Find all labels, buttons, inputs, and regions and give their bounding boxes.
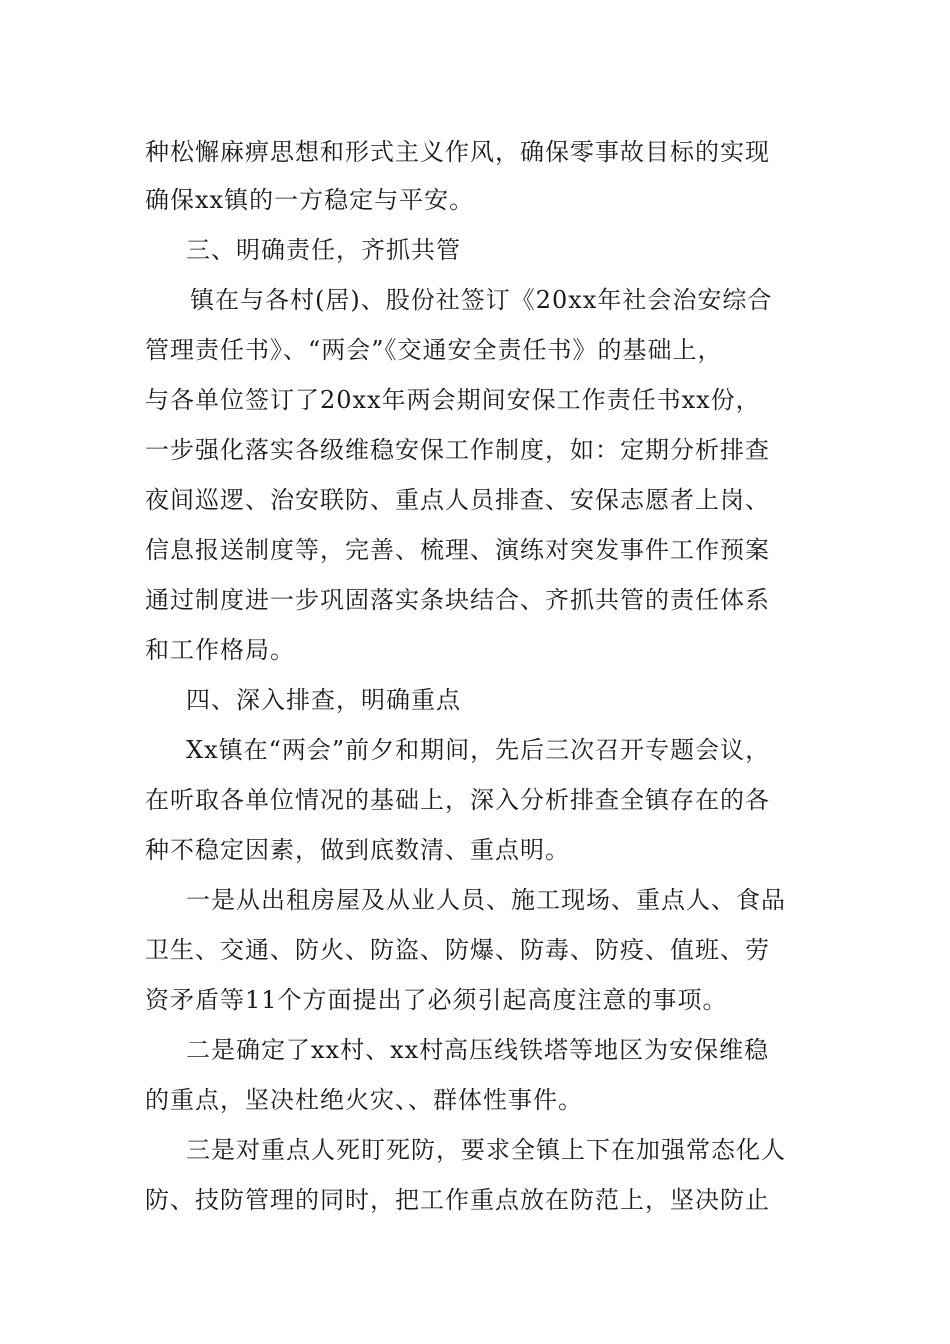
body-line-15: 种不稳定因素，做到底数清、重点明。 bbox=[145, 836, 570, 864]
body-line-8: 夜间巡逻、治安联防、重点人员排查、安保志愿者上岗、 bbox=[145, 486, 770, 514]
body-line-19: 二是确定了xx村、xx村高压线铁塔等地区为安保维稳 bbox=[186, 1036, 770, 1064]
body-line-18: 资矛盾等11个方面提出了必须引起高度注意的事项。 bbox=[145, 986, 728, 1014]
body-line-1: 种松懈麻痹思想和形式主义作风，确保零事故目标的实现 bbox=[145, 138, 770, 166]
body-line-2: 确保xx镇的一方稳定与平安。 bbox=[145, 186, 475, 214]
body-line-6: 与各单位签订了20xx年两会期间安保工作责任书xx份， bbox=[145, 386, 761, 414]
body-line-16: 一是从出租房屋及从业人员、施工现场、重点人、食品 bbox=[186, 886, 786, 914]
body-line-4: 镇在与各村(居)、股份社签订《20xx年社会治安综合 bbox=[190, 286, 773, 314]
body-line-22: 防、技防管理的同时，把工作重点放在防范上，坚决防止 bbox=[145, 1186, 770, 1214]
body-line-17: 卫生、交通、防火、防盗、防爆、防毒、防疫、值班、劳 bbox=[145, 936, 770, 964]
body-line-9: 信息报送制度等，完善、梳理、演练对突发事件工作预案 bbox=[145, 536, 770, 564]
body-line-11: 和工作格局。 bbox=[145, 636, 295, 664]
body-line-5: 管理责任书》、“两会”《交通安全责任书》的基础上， bbox=[145, 336, 723, 364]
body-line-10: 通过制度进一步巩固落实条块结合、齐抓共管的责任体系 bbox=[145, 586, 770, 614]
body-line-14: 在听取各单位情况的基础上，深入分析排查全镇存在的各 bbox=[145, 786, 770, 814]
body-line-21: 三是对重点人死盯死防，要求全镇上下在加强常态化人 bbox=[186, 1136, 786, 1164]
section-heading-3: 三、明确责任，齐抓共管 bbox=[186, 236, 461, 264]
section-heading-4: 四、深入排查，明确重点 bbox=[186, 686, 461, 714]
body-line-13: Xx镇在“两会”前夕和期间，先后三次召开专题会议， bbox=[186, 736, 771, 764]
body-line-20: 的重点，坚决杜绝火灾、、群体性事件。 bbox=[145, 1086, 583, 1114]
body-line-7: 一步强化落实各级维稳安保工作制度，如：定期分析排查 bbox=[145, 436, 770, 464]
